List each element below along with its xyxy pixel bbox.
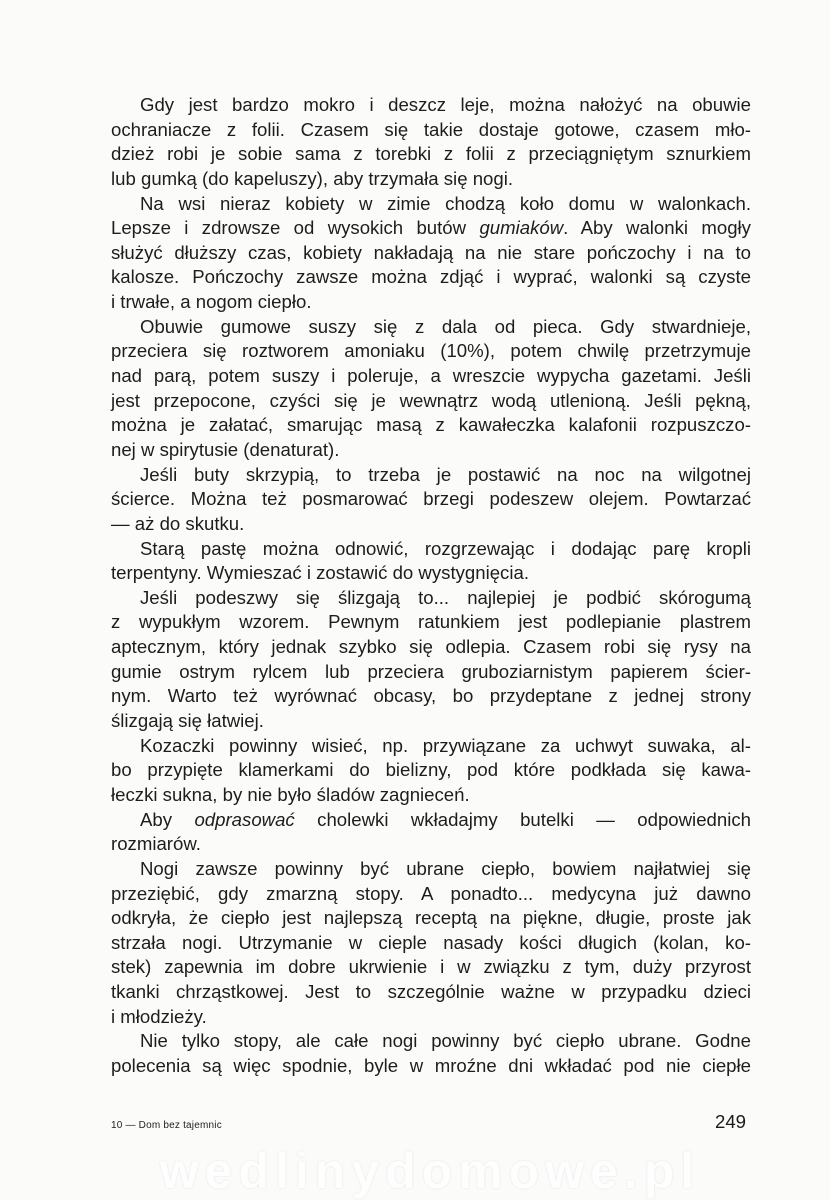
watermark: wedlinydomowe.pl	[159, 1143, 701, 1199]
text-line: Aby odprasować cholewki wkładajmy butelki — odpowiednich	[140, 808, 751, 830]
text-line: Nie tylko stopy, ale całe nogi powinny być ciepło ubrane. Godne	[140, 1030, 751, 1052]
page-number: 249	[715, 1111, 747, 1132]
paragraph	[111, 192, 751, 315]
text-line: strzała nogi. Utrzymanie w cieple nasady kości długich (kolan, ko-	[111, 931, 751, 953]
text-line: Kozaczki powinny wisieć, np. przywiązane za uchwyt suwaka, al-	[140, 734, 751, 756]
paragraph	[111, 586, 751, 734]
text-line: z wypukłym wzorem. Pewnym ratunkiem jest podlepianie plastrem	[111, 611, 751, 633]
text-line: Nogi zawsze powinny być ubrane ciepło, bowiem najłatwiej się	[140, 857, 751, 879]
text-line: Starą pastę można odnowić, rozgrzewając i dodając parę kropli	[140, 537, 751, 559]
body-text	[111, 93, 751, 1079]
text-line: Jeśli podeszwy się ślizgają to... najlepiej je podbić skórogumą	[140, 586, 751, 608]
text-line: służyć dłuższy czas, kobiety nakładają na nie stare pończochy i na to	[111, 241, 751, 263]
paragraph	[111, 463, 751, 537]
text-line: przeziębić, gdy zmarzną stopy. A ponadto... medycyna już dawno	[111, 882, 751, 904]
paragraph	[111, 93, 751, 192]
paragraph	[111, 808, 751, 857]
paragraph	[111, 734, 751, 808]
text-line: aptecznym, który jednak szybko się odlepia. Czasem robi się rysy na	[111, 636, 751, 658]
paragraph	[111, 1029, 751, 1078]
italic-term: gumiaków	[479, 217, 564, 239]
text-line: nad parą, potem suszy i poleruje, a wreszcie wypycha gazetami. Jeśli	[111, 365, 751, 387]
text-line: przeciera się roztworem amoniaku (10%), potem chwilę przetrzymuje	[111, 340, 751, 362]
text-line: i trwałe, a nogom ciepło.	[111, 291, 312, 313]
text-line: jest przepocone, czyści się je wewnątrz wodą utlenioną. Jeśli pękną,	[111, 389, 751, 411]
text-line: nej w spirytusie (denaturat).	[111, 438, 340, 460]
text-line: polecenia są więc spodnie, byle w mroźne dni wkładać pod nie ciepłe	[111, 1054, 751, 1076]
paragraph	[111, 857, 751, 1029]
text-line: stek) zapewnia im dobre ukrwienie i w związku z tym, duży przyrost	[111, 956, 751, 978]
text-line: Obuwie gumowe suszy się z dala od pieca. Gdy stwardnieje,	[140, 315, 751, 337]
text-line: bo przypięte klamerkami do bielizny, pod które podkłada się kawa-	[111, 759, 751, 781]
text-line: odkryła, że ciepło jest najlepszą receptą na piękne, długie, proste jak	[111, 907, 751, 929]
text-line: lub gumką (do kapeluszy), aby trzymała się nogi.	[111, 167, 514, 189]
text-line: kalosze. Pończochy zawsze można zdjąć i wyprać, walonki są czyste	[111, 266, 751, 288]
text-line: tkanki chrząstkowej. Jest to szczególnie ważne w przypadku dzieci	[111, 981, 751, 1003]
text-line: — aż do skutku.	[111, 512, 245, 534]
text-line: gumie ostrym rylcem lub przeciera gruboziarnistym papierem ścier-	[111, 660, 751, 682]
text-line: i młodzieży.	[111, 1005, 207, 1027]
text-line: Jeśli buty skrzypią, to trzeba je postawić na noc na wilgotnej	[140, 463, 751, 485]
paragraph	[111, 315, 751, 463]
text-line: Lepsze i zdrowsze od wysokich butów gumiaków. Aby walonki mogły	[111, 217, 751, 239]
text-line: nym. Warto też wyrównać obcasy, bo przydeptane z jednej strony	[111, 685, 751, 707]
text-line: Na wsi nieraz kobiety w zimie chodzą koło domu w walonkach.	[140, 192, 751, 214]
text-line: terpentyny. Wymieszać i zostawić do wystygnięcia.	[111, 562, 529, 584]
text-line: łeczki sukna, by nie było śladów zagnieceń.	[111, 783, 470, 805]
text-line: można je załatać, smarując masą z kawałeczka kalafonii rozpuszczo-	[111, 414, 751, 436]
printer-signature: 10 — Dom bez tajemnic	[111, 1120, 222, 1131]
text-line: ścierce. Można też posmarować brzegi podeszew olejem. Powtarzać	[111, 488, 751, 510]
text-line: ślizgają się łatwiej.	[111, 710, 264, 732]
paragraph	[111, 537, 751, 586]
text-line: Gdy jest bardzo mokro i deszcz leje, można nałożyć na obuwie	[140, 94, 751, 115]
text-line: dzież robi je sobie sama z torebki z folii z przeciągniętym sznurkiem	[111, 143, 751, 165]
text-line: ochraniacze z folii. Czasem się takie dostaje gotowe, czasem mło-	[111, 118, 751, 140]
text-line: rozmiarów.	[111, 833, 201, 855]
italic-term: odprasować	[194, 808, 295, 830]
